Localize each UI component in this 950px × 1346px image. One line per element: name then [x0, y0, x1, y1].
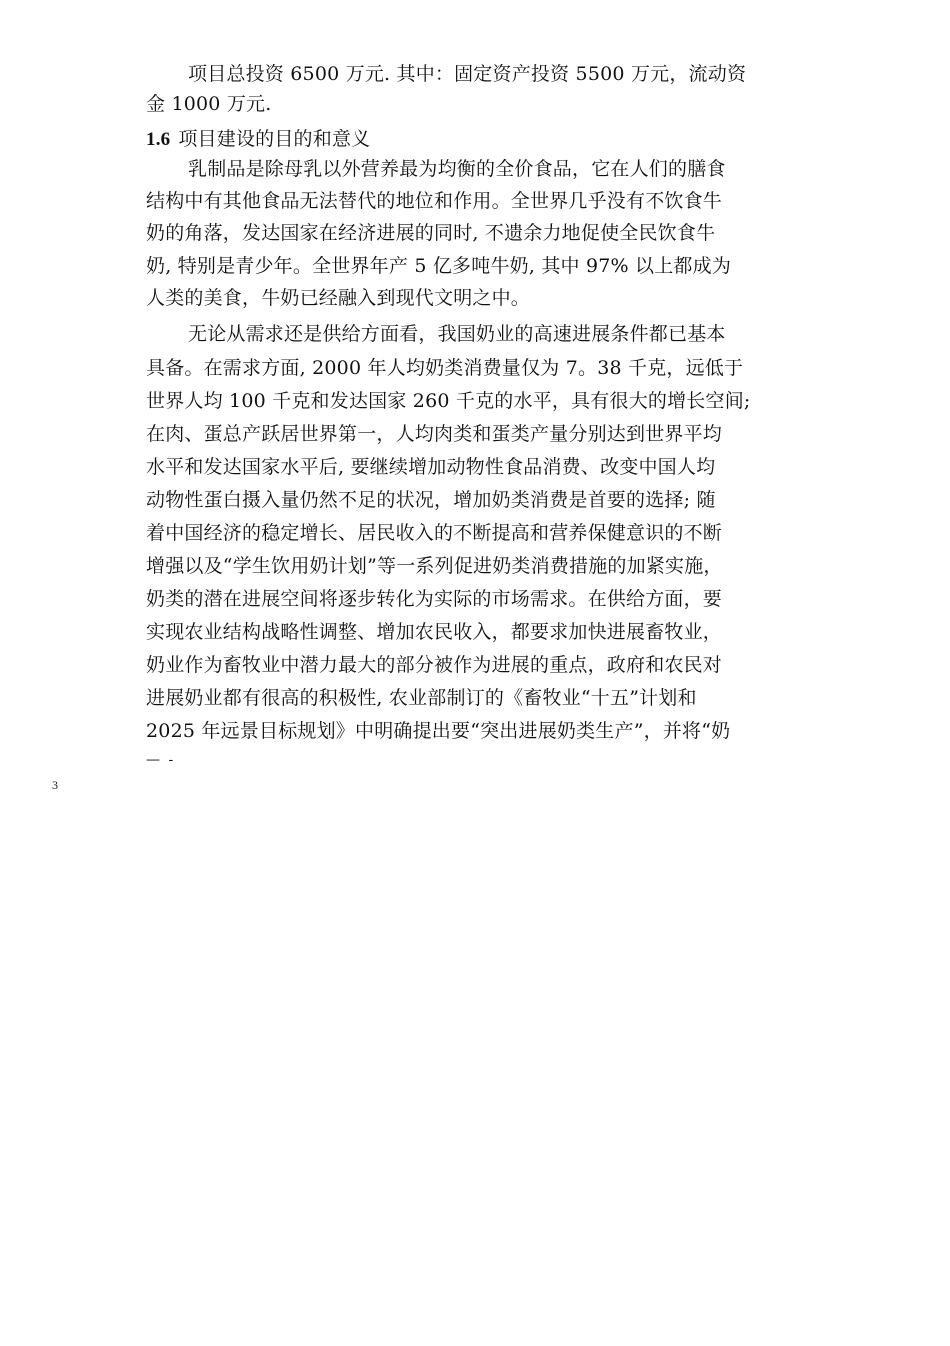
page-number: 3 — [52, 778, 58, 792]
paragraph-2-line-1: 无论从需求还是供给方面看，我国奶业的高速进展条件都已基本 — [188, 323, 726, 345]
paragraph-2-line-3: 世界人均 100 千克和发达国家 260 千克的水平，具有很大的增长空间; — [146, 390, 751, 412]
paragraph-2-line-14: — - — [146, 752, 176, 768]
section-heading — [146, 127, 370, 152]
paragraph-1-line-4: 奶, 特别是青少年。全世界年产 5 亿多吨牛奶, 其中 97% 以上都成为 — [146, 255, 732, 277]
paragraph-2-line-9: 奶类的潜在进展空间将逐步转化为实际的市场需求。在供给方面，要 — [146, 588, 723, 610]
investment-line-2: 金 1000 万元. — [146, 93, 272, 115]
paragraph-2-line-7: 着中国经济的稳定增长、居民收入的不断提高和营养保健意识的不断 — [146, 522, 723, 544]
paragraph-2-line-5: 水平和发达国家水平后, 要继续增加动物性食品消费、改变中国人均 — [146, 456, 716, 478]
paragraph-2-line-10: 实现农业结构战略性调整、增加农民收入，都要求加快进展畜牧业， — [146, 621, 723, 643]
section-number: 1.6 — [146, 129, 171, 150]
paragraph-1-line-1: 乳制品是除母乳以外营养最为均衡的全价食品，它在人们的膳食 — [188, 158, 726, 180]
paragraph-2-line-13: 2025 年远景目标规划》中明确提出要“突出进展奶类生产”，并将“奶 — [146, 720, 731, 742]
paragraph-2-line-4: 在肉、蛋总产跃居世界第一，人均肉类和蛋类产量分别达到世界平均 — [146, 423, 723, 445]
paragraph-1-line-2: 结构中有其他食品无法替代的地位和作用。全世界几乎没有不饮食牛 — [146, 190, 723, 212]
investment-line-1: 项目总投资 6500 万元. 其中：固定资产投资 5500 万元，流动资 — [188, 63, 747, 85]
paragraph-1-line-5: 人类的美食，牛奶已经融入到现代文明之中。 — [146, 287, 531, 309]
paragraph-2-line-2: 具备。在需求方面, 2000 年人均奶类消费量仅为 7。38 千克，远低于 — [146, 357, 744, 379]
paragraph-1-line-3: 奶的角落，发达国家在经济进展的同时, 不遗余力地促使全民饮食牛 — [146, 222, 716, 244]
paragraph-2-line-11: 奶业作为畜牧业中潜力最大的部分被作为进展的重点，政府和农民对 — [146, 654, 723, 676]
paragraph-2-line-6: 动物性蛋白摄入量仍然不足的状况，增加奶类消费是首要的选择; 随 — [146, 489, 716, 511]
section-title: 项目建设的目的和意义 — [178, 128, 371, 150]
paragraph-2-line-8: 增强以及“学生饮用奶计划”等一系列促进奶类消费措施的加紧实施， — [146, 555, 723, 577]
paragraph-2-line-12: 进展奶业都有很高的积极性, 农业部制订的《畜牧业“十五”计划和 — [146, 687, 697, 709]
